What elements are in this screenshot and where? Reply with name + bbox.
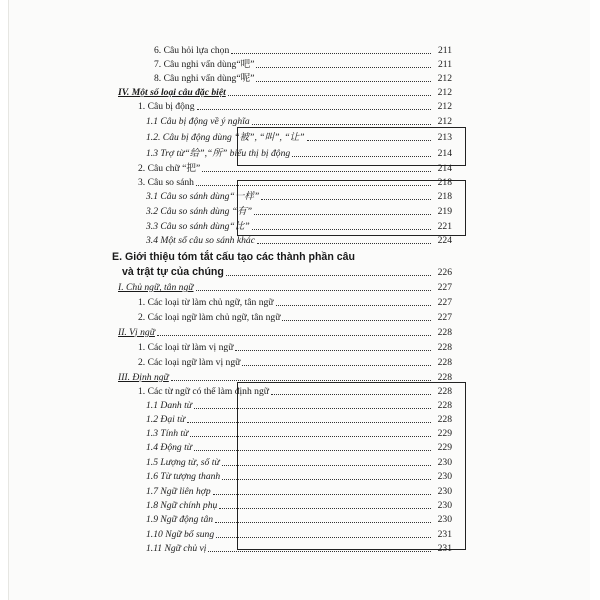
dot-leader (157, 335, 431, 336)
toc-entry-label: 1.5 Lượng từ, số từ (146, 457, 220, 468)
toc-entry[interactable] (146, 117, 452, 127)
toc-entry[interactable] (146, 415, 452, 425)
toc-entry-label: 3.3 Câu so sánh dùng“比” (146, 221, 250, 232)
dot-leader (254, 214, 431, 215)
toc-page-number: 218 (437, 177, 452, 188)
toc-page-number: 228 (437, 414, 452, 425)
dot-leader (216, 537, 431, 538)
toc-entry-label: 1.1 Danh từ (146, 400, 193, 411)
toc-entry[interactable] (138, 358, 452, 368)
dot-leader (215, 522, 431, 523)
dot-leader (196, 185, 431, 186)
dot-leader (307, 140, 431, 141)
toc-entry-label: 3.4 Một số câu so sánh khác (146, 235, 255, 246)
toc-entry-label: 1. Các từ ngữ có thể làm định ngữ (138, 386, 269, 397)
toc-entry-label: 2. Câu chữ “把” (138, 163, 201, 174)
toc-part-heading-i[interactable] (118, 283, 452, 293)
toc-heading-label: IV. Một số loại câu đặc biệt (118, 87, 226, 98)
toc-page-number: 229 (437, 428, 452, 439)
toc-entry[interactable] (146, 192, 452, 202)
toc-entry-label: 1.1 Câu bị động về ý nghĩa (146, 116, 250, 127)
toc-entry-label: 8. Câu nghi vấn dùng“呢” (154, 73, 255, 84)
toc-entry-label: 1.7 Ngữ liên hợp (146, 486, 211, 497)
toc-entry[interactable] (138, 313, 452, 323)
toc-page-number: 214 (437, 163, 452, 174)
toc-page-number: 211 (437, 59, 452, 70)
dot-leader (219, 508, 431, 509)
dot-leader (256, 67, 431, 68)
toc-part-heading-ii[interactable] (118, 328, 452, 338)
toc-section-title-cont: và trật tự của chúng (122, 266, 224, 278)
dot-leader (196, 290, 432, 291)
toc-entry[interactable] (146, 207, 452, 217)
toc-entry-label: 1.11 Ngữ chủ vị (146, 543, 207, 554)
toc-page-number: 213 (437, 132, 452, 143)
dot-leader (292, 156, 431, 157)
toc-heading-label: II. Vị ngữ (118, 327, 155, 338)
toc-heading-label: III. Định ngữ (118, 372, 169, 383)
toc-page-number: 231 (437, 543, 452, 554)
toc-page-number: 230 (437, 514, 452, 525)
toc-entry[interactable] (146, 401, 452, 411)
toc-page-number: 212 (437, 116, 452, 127)
toc-entry-label: 1.10 Ngữ bổ sung (146, 529, 215, 540)
toc-page-number: 228 (437, 342, 452, 353)
toc-page-number: 227 (437, 282, 452, 293)
toc-section-title: E. Giới thiệu tóm tắt cấu tạo các thành phần câu (112, 251, 355, 263)
toc-entry-label: 2. Các loại ngữ làm vị ngữ (138, 357, 241, 368)
toc-page-number: 228 (437, 327, 452, 338)
toc-entry[interactable] (146, 222, 452, 232)
toc-entry-label: 3.1 Câu so sánh dùng“一样” (146, 191, 260, 202)
toc-entry[interactable] (154, 74, 452, 84)
dot-leader (257, 243, 431, 244)
toc-entry[interactable] (146, 515, 452, 525)
dot-leader (208, 551, 431, 552)
dot-leader (235, 350, 431, 351)
toc-entry[interactable] (146, 472, 452, 482)
dot-leader (256, 81, 431, 82)
toc-section-heading-e-cont[interactable] (112, 267, 452, 278)
dot-leader (226, 275, 431, 276)
dot-leader (252, 229, 431, 230)
toc-page-number: 231 (437, 529, 452, 540)
toc-entry[interactable] (138, 343, 452, 353)
toc-page-number: 227 (437, 297, 452, 308)
toc-page-number: 230 (437, 457, 452, 468)
dot-leader (252, 124, 431, 125)
toc-page-number: 230 (437, 486, 452, 497)
toc-page-number: 228 (437, 400, 452, 411)
toc-entry-label: 3.2 Câu so sánh dùng “有” (146, 206, 253, 217)
toc-entry-label: 1.6 Từ tượng thanh (146, 471, 221, 482)
dot-leader (187, 422, 431, 423)
toc-entry-label: 1.2 Đại từ (146, 414, 186, 425)
toc-entry-label: 2. Các loại ngữ làm chủ ngữ, tân ngữ (138, 312, 281, 323)
toc-entry[interactable] (146, 458, 452, 468)
toc-entry-label: 1.3 Trợ từ“给”,“所” biểu thị bị động (146, 148, 291, 159)
dot-leader (228, 95, 431, 96)
dot-leader (276, 305, 432, 306)
toc-page-number: 228 (437, 372, 452, 383)
dot-leader (222, 465, 431, 466)
dot-leader (194, 450, 431, 451)
toc-entry-label: 6. Câu hỏi lựa chọn (154, 45, 230, 56)
dot-leader (197, 109, 432, 110)
toc-page-number: 212 (437, 87, 452, 98)
toc-entry[interactable] (146, 429, 452, 439)
toc-entry-label: 1.3 Tính từ (146, 428, 189, 439)
toc-entry[interactable] (138, 102, 452, 112)
toc-entry[interactable] (146, 530, 452, 540)
toc-entry[interactable] (146, 487, 452, 497)
toc-page-number: 218 (437, 191, 452, 202)
book-page (8, 0, 590, 600)
toc-entry[interactable] (138, 178, 452, 188)
toc-entry-label: 1. Các loại từ làm vị ngữ (138, 342, 234, 353)
dot-leader (213, 494, 431, 495)
dot-leader (271, 394, 431, 395)
toc-page-number: 221 (437, 221, 452, 232)
dot-leader (231, 53, 431, 54)
toc-entry-label: 1. Câu bị động (138, 101, 195, 112)
toc-entry[interactable] (154, 46, 452, 56)
toc-page-number: 212 (437, 101, 452, 112)
dot-leader (202, 171, 431, 172)
toc-entry[interactable] (138, 387, 452, 397)
dot-leader (242, 365, 431, 366)
toc-entry-label: 1.9 Ngữ động tân (146, 514, 214, 525)
toc-entry-label: 1.4 Động từ (146, 442, 193, 453)
toc-page-number: 230 (437, 500, 452, 511)
dot-leader (171, 380, 431, 381)
dot-leader (222, 479, 431, 480)
toc-entry[interactable] (138, 164, 452, 174)
toc-entry-label: 3. Câu so sánh (138, 177, 194, 188)
toc-part-heading-iv[interactable] (118, 88, 452, 98)
toc-page-number: 229 (437, 442, 452, 453)
toc-page-number: 230 (437, 471, 452, 482)
toc-part-heading-iii[interactable] (118, 373, 452, 383)
toc-entry-label: 7. Câu nghi vấn dùng“吧” (154, 59, 255, 70)
dot-leader (190, 436, 431, 437)
dot-leader (282, 320, 431, 321)
toc-page-number: 219 (437, 206, 452, 217)
toc-entry[interactable] (146, 544, 452, 554)
dot-leader (261, 199, 431, 200)
toc-entry-label: 1.2. Câu bị động dùng “被”, “叫”, “让” (146, 132, 305, 143)
toc-entry[interactable] (146, 133, 452, 143)
toc-entry[interactable] (146, 443, 452, 453)
toc-page-number: 227 (437, 312, 452, 323)
toc-entry-label: 1.8 Ngữ chính phụ (146, 500, 218, 511)
toc-page-number: 212 (437, 73, 452, 84)
toc-entry[interactable] (146, 501, 452, 511)
toc-entry[interactable] (146, 149, 452, 159)
toc-entry[interactable] (146, 236, 452, 246)
toc-page-number: 228 (437, 357, 452, 368)
toc-page-number: 224 (437, 235, 452, 246)
toc-section-heading-e[interactable] (112, 252, 452, 263)
toc-page-number: 228 (437, 386, 452, 397)
toc-entry[interactable] (154, 60, 452, 70)
dot-leader (194, 408, 431, 409)
toc-entry[interactable] (138, 298, 452, 308)
toc-page-number: 226 (437, 267, 452, 278)
toc-entry-label: 1. Các loại từ làm chủ ngữ, tân ngữ (138, 297, 274, 308)
toc-page-number: 211 (437, 45, 452, 56)
toc-page-number: 214 (437, 148, 452, 159)
toc-heading-label: I. Chủ ngữ, tân ngữ (118, 282, 194, 293)
